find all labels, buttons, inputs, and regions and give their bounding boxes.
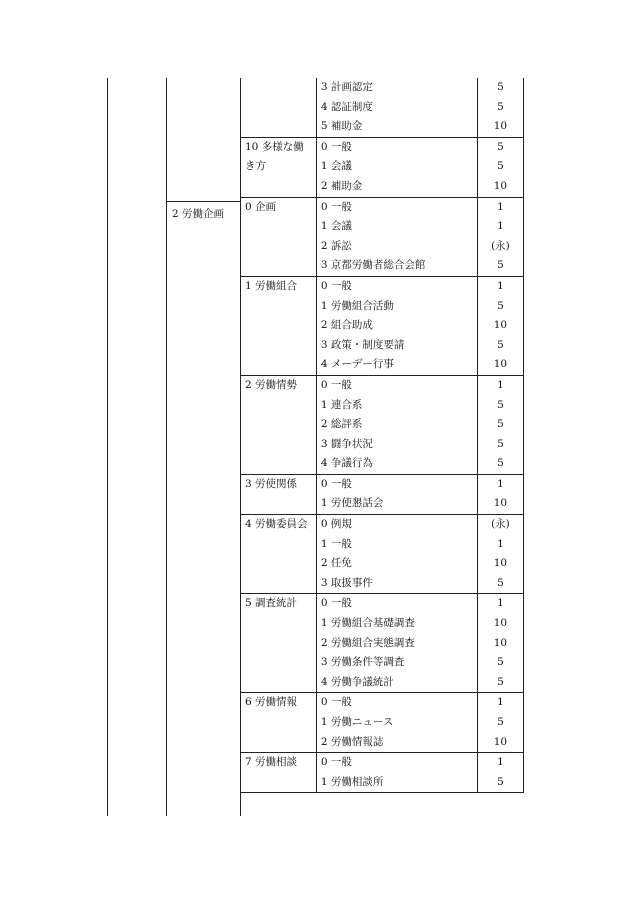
item-cell: 4 メーデー行事 xyxy=(316,355,477,375)
item-cell: 1 労働相談所 xyxy=(316,773,477,793)
item-cell: 2 労働情報誌 xyxy=(316,733,477,753)
item-cell: 1 労働組合活動 xyxy=(316,297,477,317)
group-label-text: 3 労使関係 xyxy=(245,477,298,490)
group-label-text: 2 労働情勢 xyxy=(245,378,298,391)
period-cell: 10 xyxy=(477,177,523,197)
item-cell: 1 会議 xyxy=(316,157,477,177)
item-cell: 2 訴訟 xyxy=(316,237,477,257)
item-cell: 3 労働条件等調査 xyxy=(316,653,477,673)
item-cell: 1 会議 xyxy=(316,217,477,237)
table-row xyxy=(241,594,524,614)
item-cell: 1 労働組合基礎調査 xyxy=(316,614,477,634)
period-cell: 5 xyxy=(477,415,523,435)
item-cell: 0 例規 xyxy=(316,515,477,535)
group-label xyxy=(241,375,317,474)
table-row xyxy=(241,693,524,713)
period-cell: 10 xyxy=(477,316,523,336)
item-cell: 2 総評系 xyxy=(316,415,477,435)
item-cell: 0 一般 xyxy=(316,474,477,494)
period-cell: 5 xyxy=(477,98,523,118)
item-cell: 5 補助金 xyxy=(316,117,477,137)
period-cell: (永) xyxy=(477,515,523,535)
period-cell: 1 xyxy=(477,276,523,296)
table-row xyxy=(241,276,524,296)
table-row xyxy=(241,753,524,773)
period-cell: 5 xyxy=(477,297,523,317)
table-row xyxy=(241,78,524,98)
period-cell: 5 xyxy=(477,137,523,157)
table-row xyxy=(241,375,524,395)
period-cell: 5 xyxy=(477,653,523,673)
period-cell: 10 xyxy=(477,494,523,514)
column-line-2 xyxy=(166,78,167,816)
period-cell: 1 xyxy=(477,197,523,217)
item-cell: 0 一般 xyxy=(316,375,477,395)
group-label xyxy=(241,474,317,514)
item-cell: 0 一般 xyxy=(316,137,477,157)
item-cell: 2 組合助成 xyxy=(316,316,477,336)
column-line-1 xyxy=(107,78,108,816)
period-cell: 1 xyxy=(477,535,523,555)
period-cell: 5 xyxy=(477,435,523,455)
item-cell: 3 闘争状況 xyxy=(316,435,477,455)
item-cell: 1 連合系 xyxy=(316,396,477,416)
group-label-text: 0 企画 xyxy=(245,200,277,213)
period-cell: 5 xyxy=(477,673,523,693)
period-cell: 10 xyxy=(477,355,523,375)
section-label: 2 労働企画 xyxy=(172,208,225,220)
period-cell: 1 xyxy=(477,474,523,494)
item-cell: 0 一般 xyxy=(316,276,477,296)
item-cell: 2 労働組合実態調査 xyxy=(316,634,477,654)
item-cell: 2 補助金 xyxy=(316,177,477,197)
group-label xyxy=(241,78,317,137)
item-cell: 4 争議行為 xyxy=(316,454,477,474)
group-label-text: 6 労働情報 xyxy=(245,696,298,709)
retention-table xyxy=(240,78,524,793)
item-cell: 0 一般 xyxy=(316,197,477,217)
item-cell: 3 京都労働者総合会館 xyxy=(316,256,477,276)
period-cell: 1 xyxy=(477,217,523,237)
period-cell: 5 xyxy=(477,396,523,416)
item-cell: 3 政策・制度要請 xyxy=(316,336,477,356)
period-cell: 10 xyxy=(477,117,523,137)
item-cell: 0 一般 xyxy=(316,693,477,713)
group-label xyxy=(241,693,317,753)
period-cell: 1 xyxy=(477,753,523,773)
group-label-text: 1 労働組合 xyxy=(245,279,298,292)
table-row xyxy=(241,197,524,217)
period-cell: 5 xyxy=(477,336,523,356)
table-row xyxy=(241,515,524,535)
item-cell: 2 任免 xyxy=(316,554,477,574)
period-cell: 5 xyxy=(477,574,523,594)
group-label xyxy=(241,137,317,197)
period-cell: 10 xyxy=(477,733,523,753)
period-cell: 10 xyxy=(477,554,523,574)
item-cell: 4 労働争議統計 xyxy=(316,673,477,693)
item-cell: 0 一般 xyxy=(316,594,477,614)
group-label-text: 10 多様な働き方 xyxy=(245,140,304,173)
group-label xyxy=(241,594,317,693)
period-cell: 1 xyxy=(477,375,523,395)
period-cell: 5 xyxy=(477,78,523,98)
group-label-text: 7 労働相談 xyxy=(245,756,298,769)
period-cell: 5 xyxy=(477,773,523,793)
group-label xyxy=(241,276,317,375)
period-cell: 5 xyxy=(477,256,523,276)
period-cell: 1 xyxy=(477,693,523,713)
item-cell: 3 計画認定 xyxy=(316,78,477,98)
table-row xyxy=(241,137,524,157)
item-cell: 0 一般 xyxy=(316,753,477,773)
section-divider xyxy=(166,201,240,202)
item-cell: 4 認証制度 xyxy=(316,98,477,118)
item-cell: 1 一般 xyxy=(316,535,477,555)
item-cell: 1 労働ニュース xyxy=(316,713,477,733)
table-row xyxy=(241,474,524,494)
group-label xyxy=(241,197,317,276)
group-label xyxy=(241,515,317,594)
period-cell: 5 xyxy=(477,713,523,733)
group-label xyxy=(241,753,317,793)
period-cell: 5 xyxy=(477,454,523,474)
period-cell: 1 xyxy=(477,594,523,614)
group-label-text: 4 労働委員会 xyxy=(245,518,308,531)
period-cell: (永) xyxy=(477,237,523,257)
group-label-text: 5 調査統計 xyxy=(245,597,298,610)
period-cell: 10 xyxy=(477,634,523,654)
period-cell: 5 xyxy=(477,157,523,177)
period-cell: 10 xyxy=(477,614,523,634)
item-cell: 3 取扱事件 xyxy=(316,574,477,594)
item-cell: 1 労使懇話会 xyxy=(316,494,477,514)
